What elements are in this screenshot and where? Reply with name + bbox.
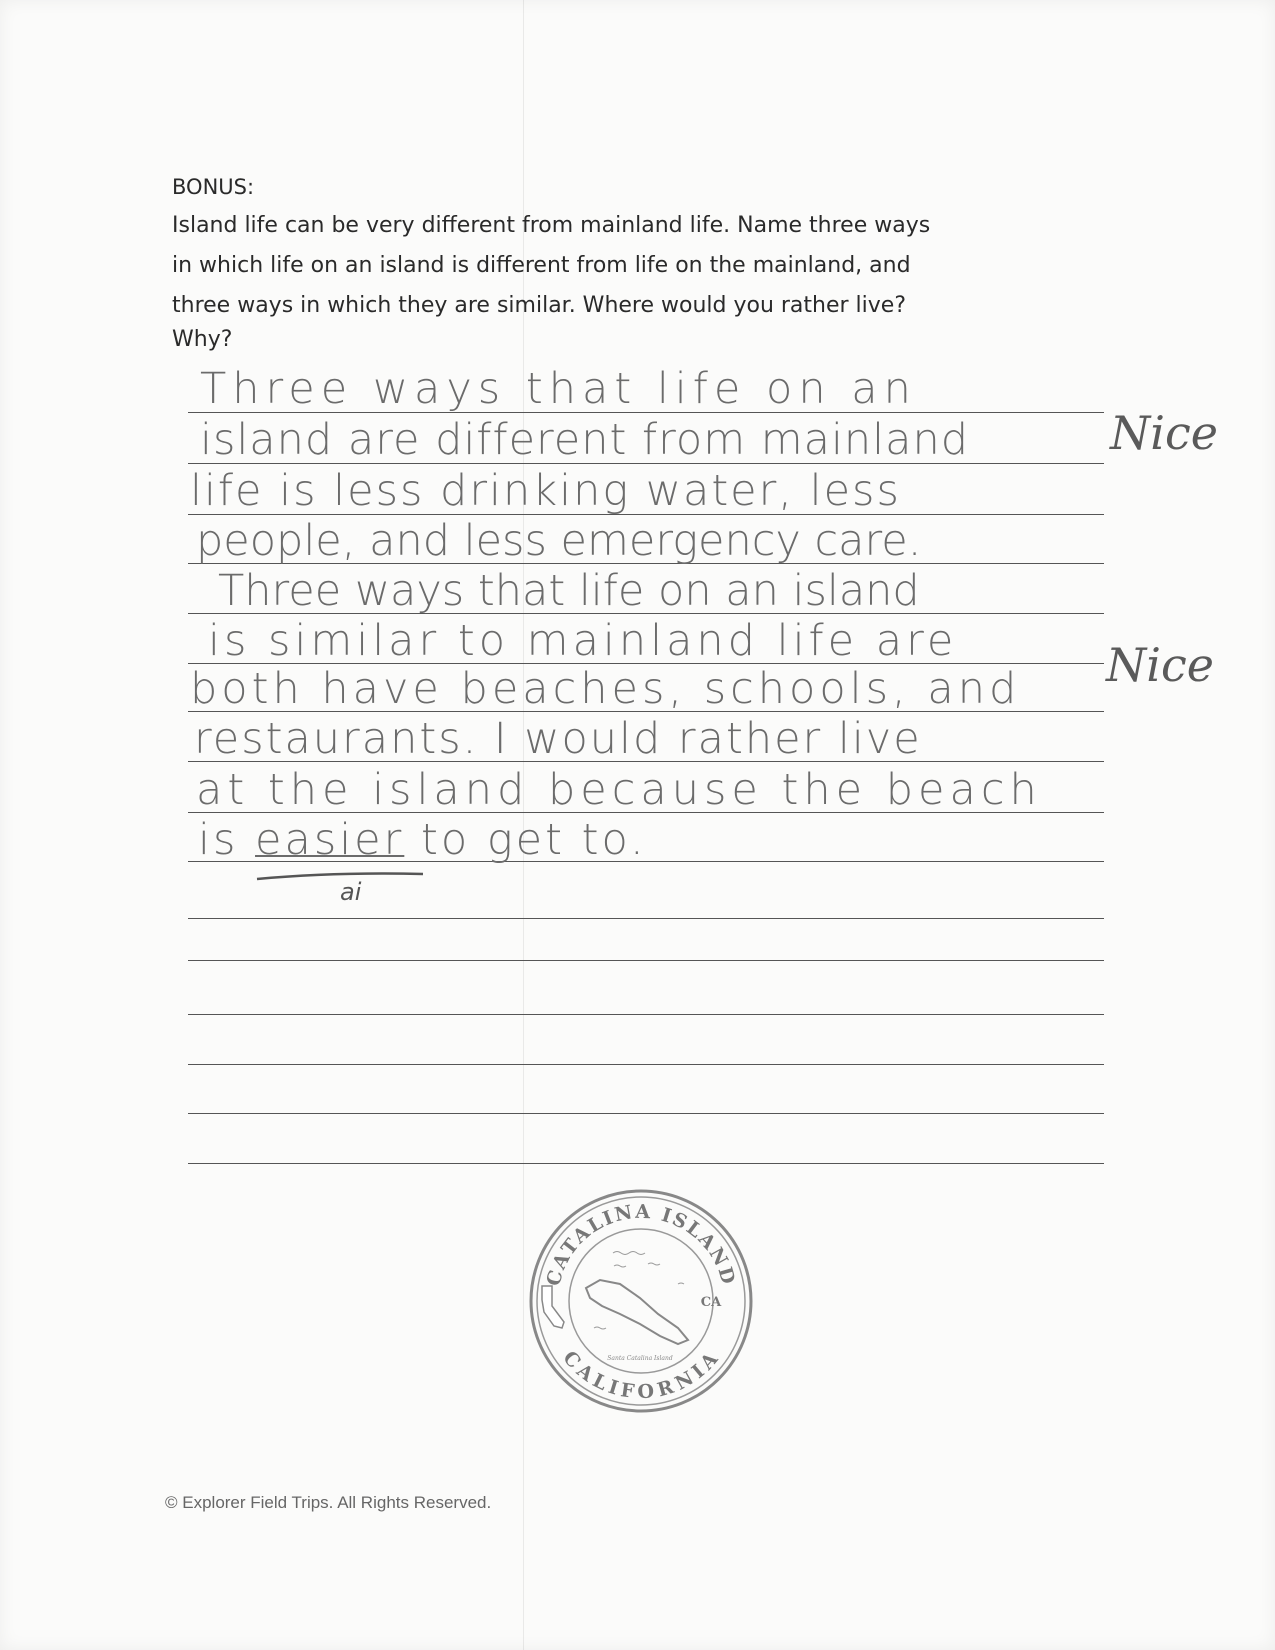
handwritten-word-is: is bbox=[198, 815, 239, 865]
copyright-footer: © Explorer Field Trips. All Rights Reserved. bbox=[165, 1493, 492, 1512]
question-line-1: Island life can be very different from mainland life. Name three ways bbox=[172, 213, 931, 238]
underlined-word-easier: easier bbox=[255, 815, 405, 865]
wave-icon bbox=[613, 1252, 645, 1255]
correction-underline bbox=[255, 870, 425, 882]
handwritten-line-10 bbox=[198, 815, 647, 865]
seal-top-text: CATALINA ISLAND bbox=[542, 1200, 740, 1289]
bonus-heading: BONUS: bbox=[172, 175, 255, 199]
handwritten-line-4: people, and less emergency care. bbox=[196, 516, 922, 566]
teacher-comment-nice-1: Nice bbox=[1110, 406, 1218, 460]
question-line-4: Why? bbox=[172, 327, 233, 352]
writing-rule bbox=[188, 918, 1104, 919]
seal-bottom-text: CALIFORNIA bbox=[558, 1346, 724, 1403]
teacher-comment-nice-2: Nice bbox=[1106, 638, 1214, 692]
handwritten-line-6: is similar to mainland life are bbox=[208, 616, 958, 666]
seal-caption: Santa Catalina Island bbox=[607, 1355, 673, 1362]
handwritten-line-3: life is less drinking water, less bbox=[190, 466, 901, 516]
handwritten-line-5: Three ways that life on an island bbox=[218, 566, 920, 616]
handwritten-line-8: restaurants. I would rather live bbox=[194, 714, 922, 764]
writing-rule bbox=[188, 960, 1104, 961]
handwritten-line-2: island are different from mainland bbox=[200, 415, 970, 465]
writing-rule bbox=[188, 1064, 1104, 1065]
writing-rule bbox=[188, 1163, 1104, 1164]
handwritten-line-1: Three ways that life on an bbox=[200, 364, 917, 414]
question-line-3: three ways in which they are similar. Where would you rather live? bbox=[172, 293, 907, 318]
catalina-island-seal bbox=[528, 1188, 754, 1414]
correction-mark: ai bbox=[340, 878, 362, 906]
island-shape-icon bbox=[586, 1280, 688, 1344]
wave-icon bbox=[594, 1327, 606, 1329]
handwritten-line-9: at the island because the beach bbox=[196, 765, 1042, 815]
handwritten-line-7: both have beaches, schools, and bbox=[190, 664, 1021, 714]
writing-rule bbox=[188, 1113, 1104, 1114]
wave-icon bbox=[614, 1265, 626, 1267]
question-line-2: in which life on an island is different from life on the mainland, and bbox=[172, 253, 911, 278]
handwritten-line-end: to get to. bbox=[421, 815, 647, 865]
wave-icon bbox=[678, 1283, 684, 1284]
writing-rule bbox=[188, 1014, 1104, 1015]
wave-icon bbox=[648, 1263, 660, 1265]
seal-state-abbr: CA bbox=[700, 1295, 722, 1310]
california-outline-icon bbox=[542, 1286, 564, 1328]
